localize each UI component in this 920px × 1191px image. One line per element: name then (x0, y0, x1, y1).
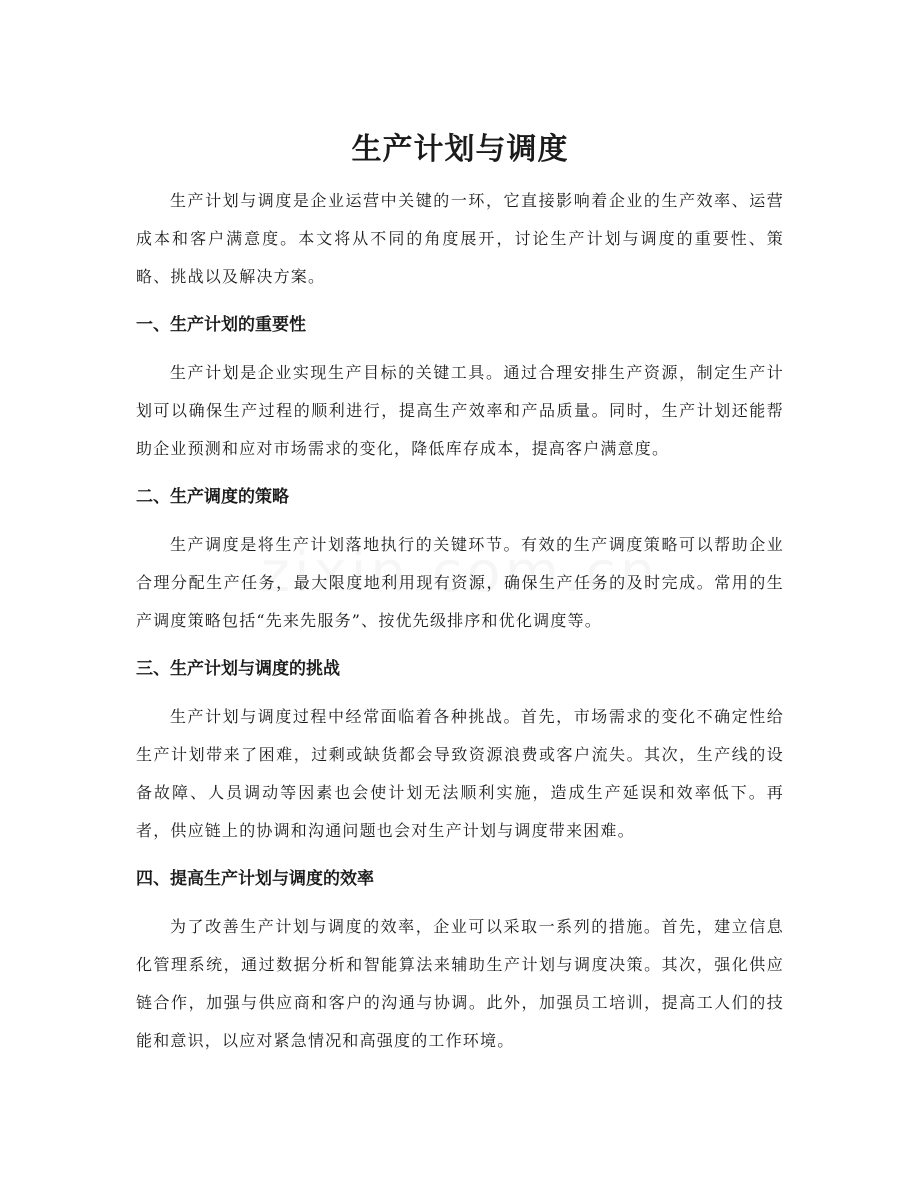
section-body-efficiency: 为了改善生产计划与调度的效率，企业可以采取一系列的措施。首先，建立信息化管理系统，通过数据分析和智能算法来辅助生产计划与调度决策。其次，强化供应链合作，加强与供应商和客户的沟通与协调。此外，加强员工培训，提高工人们的技能和意识，以应对紧急情况和高强度的工作环境。 (136, 917, 784, 1050)
section-body-importance: 生产计划是企业实现生产目标的关键工具。通过合理安排生产资源，制定生产计划可以确保生产过程的顺利进行，提高生产效率和产品质量。同时，生产计划还能帮助企业预测和应对市场需求的变化，降低库存成本，提高客户满意度。 (136, 363, 784, 458)
document-body (136, 182, 784, 1060)
section-body-challenges: 生产计划与调度过程中经常面临着各种挑战。首先，市场需求的变化不确定性给生产计划带来了困难，过剩或缺货都会导致资源浪费或客户流失。其次，生产线的设备故障、人员调动等因素也会使计划无法顺利实施，造成生产延误和效率低下。再者，供应链上的协调和沟通问题也会对生产计划与调度带来困难。 (136, 707, 784, 840)
page-title: 生产计划与调度 (351, 132, 569, 168)
intro-paragraph: 生产计划与调度是企业运营中关键的一环，它直接影响着企业的生产效率、运营成本和客户满意度。本文将从不同的角度展开，讨论生产计划与调度的重要性、策略、挑战以及解决方案。 (136, 191, 784, 286)
section-heading-importance: 一、生产计划的重要性 (136, 315, 306, 335)
section-heading-efficiency: 四、提高生产计划与调度的效率 (136, 869, 374, 889)
section-heading-challenges: 三、生产计划与调度的挑战 (136, 659, 340, 679)
section-heading-strategy: 二、生产调度的策略 (136, 487, 289, 507)
section-body-strategy: 生产调度是将生产计划落地执行的关键环节。有效的生产调度策略可以帮助企业合理分配生产任务，最大限度地利用现有资源，确保生产任务的及时完成。常用的生产调度策略包括“先来先服务”、按优先级排序和优化调度等。 (136, 535, 784, 630)
